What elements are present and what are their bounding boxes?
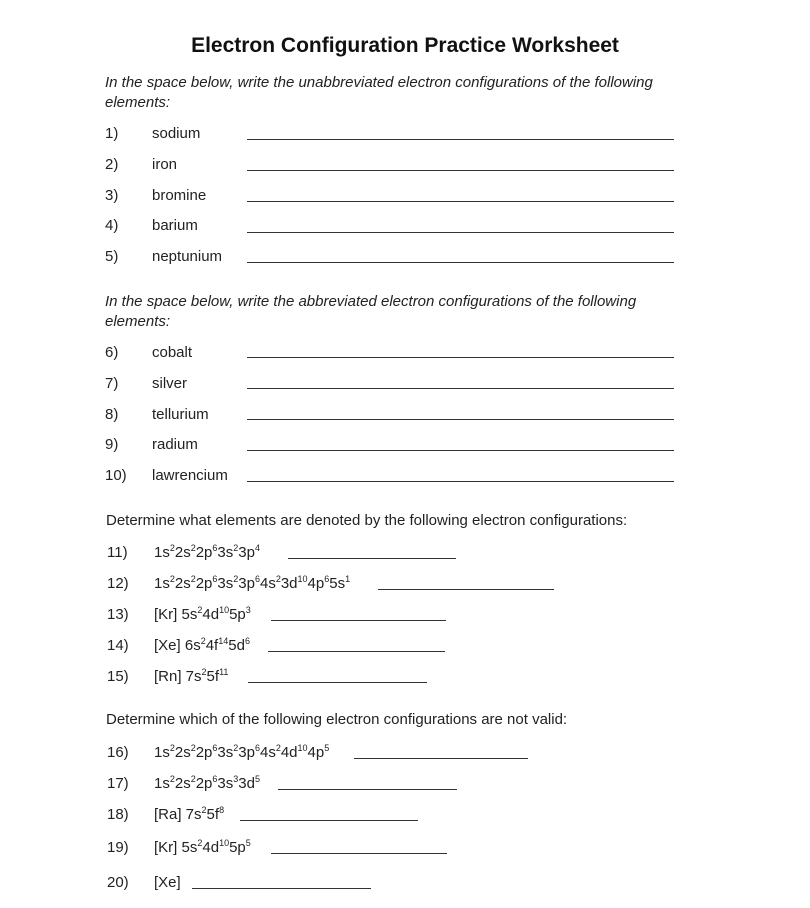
superscript: 5 (324, 743, 330, 753)
answer-line[interactable] (247, 170, 674, 171)
config-text: [Xe] 6s (154, 637, 201, 654)
superscript: 10 (297, 743, 308, 753)
config-text: 5s (329, 575, 346, 592)
config-text: [Xe] (154, 874, 181, 891)
electron-configuration (154, 668, 228, 685)
superscript: 11 (219, 667, 229, 677)
item-number: 10) (105, 467, 127, 484)
config-text: 2p (195, 744, 213, 761)
item-number: 9) (105, 436, 119, 453)
superscript: 2 (275, 743, 281, 753)
superscript: 3 (233, 774, 239, 784)
config-text: 4p (307, 575, 325, 592)
superscript: 10 (297, 574, 308, 584)
element-name: cobalt (152, 344, 193, 361)
item-number: 4) (105, 217, 119, 234)
superscript: 2 (169, 543, 175, 553)
config-text: 4f (205, 637, 219, 654)
config-text: 3d (238, 775, 255, 792)
item-number: 6) (105, 344, 119, 361)
answer-line[interactable] (354, 758, 528, 759)
superscript: 2 (169, 574, 175, 584)
config-text: 2s (174, 575, 191, 592)
electron-configuration (154, 744, 329, 761)
answer-line[interactable] (271, 620, 446, 621)
config-text: [Ra] 7s (154, 806, 202, 823)
config-text: 2p (195, 575, 213, 592)
superscript: 3 (245, 605, 251, 615)
config-text: 3s (217, 744, 234, 761)
config-text: 4d (202, 839, 220, 856)
config-text: 5d (228, 637, 245, 654)
item-number: 3) (105, 187, 119, 204)
superscript: 6 (212, 774, 218, 784)
answer-line[interactable] (248, 682, 427, 683)
item-number: 12) (107, 575, 129, 592)
element-name: sodium (152, 125, 201, 142)
superscript: 6 (212, 743, 218, 753)
section1-instructions: In the space below, write the unabbreviated electron configurations of the following elements: (105, 74, 653, 111)
item-number: 15) (107, 668, 129, 685)
section2-instructions: In the space below, write the abbreviated electron configurations of the following elements: (105, 293, 637, 330)
answer-line[interactable] (278, 789, 457, 790)
superscript: 4 (254, 543, 260, 553)
config-text: [Rn] 7s (154, 668, 202, 685)
electron-configuration (154, 839, 251, 856)
superscript: 2 (190, 774, 196, 784)
element-name: silver (152, 375, 188, 392)
answer-line[interactable] (271, 853, 447, 854)
superscript: 2 (200, 636, 206, 646)
superscript: 5 (254, 774, 260, 784)
superscript: 2 (197, 838, 203, 848)
superscript: 8 (219, 805, 225, 815)
config-text: 3d (280, 575, 298, 592)
answer-line[interactable] (247, 201, 674, 202)
section3-instructions: Determine what elements are denoted by the following electron configurations: (106, 512, 628, 529)
config-text: 4s (259, 575, 276, 592)
config-text: 1s (154, 575, 170, 592)
superscript: 1 (345, 574, 351, 584)
config-text: 5p (229, 839, 246, 856)
superscript: 2 (197, 605, 203, 615)
answer-line[interactable] (247, 481, 674, 482)
element-name: bromine (152, 187, 207, 204)
config-text: 5f (206, 806, 220, 823)
superscript: 2 (233, 743, 239, 753)
config-text: [Kr] 5s (154, 839, 198, 856)
superscript: 6 (212, 574, 218, 584)
superscript: 5 (245, 838, 251, 848)
answer-line[interactable] (192, 888, 371, 889)
element-name: neptunium (152, 248, 223, 265)
element-name: lawrencium (152, 467, 228, 484)
item-number: 16) (107, 744, 129, 761)
superscript: 2 (190, 574, 196, 584)
config-text: 3s (217, 775, 234, 792)
answer-line[interactable] (378, 589, 554, 590)
superscript: 10 (219, 605, 230, 615)
item-number: 1) (105, 125, 119, 142)
superscript: 2 (201, 805, 207, 815)
item-number: 13) (107, 606, 129, 623)
element-name: tellurium (152, 406, 209, 423)
config-text: 1s (154, 744, 170, 761)
section4-instructions: Determine which of the following electron configurations are not valid: (106, 711, 568, 728)
superscript: 2 (201, 667, 207, 677)
superscript: 6 (254, 743, 260, 753)
item-number: 5) (105, 248, 119, 265)
superscript: 6 (244, 636, 250, 646)
item-number: 17) (107, 775, 129, 792)
config-text: 4d (202, 606, 220, 623)
item-number: 18) (107, 806, 129, 823)
electron-configuration (154, 575, 350, 592)
config-text: 2s (174, 544, 191, 561)
answer-line[interactable] (247, 419, 674, 420)
config-text: 3s (217, 575, 234, 592)
worksheet-title: Electron Configuration Practice Worksheet (191, 34, 619, 57)
superscript: 6 (324, 574, 330, 584)
superscript: 2 (169, 774, 175, 784)
answer-line[interactable] (268, 651, 445, 652)
config-text: 4d (280, 744, 298, 761)
electron-configuration (154, 806, 224, 823)
config-text: 1s (154, 775, 170, 792)
config-text: 2s (174, 744, 191, 761)
config-text: 3p (238, 575, 255, 592)
config-text: 3s (217, 544, 234, 561)
superscript: 2 (233, 574, 239, 584)
electron-configuration (154, 775, 260, 792)
item-number: 2) (105, 156, 119, 173)
config-text: 4p (307, 744, 325, 761)
config-text: 3p (238, 544, 255, 561)
superscript: 2 (233, 543, 239, 553)
answer-line[interactable] (247, 388, 674, 389)
superscript: 2 (190, 743, 196, 753)
item-number: 19) (107, 839, 129, 856)
config-text: 3p (238, 744, 255, 761)
config-text: 2p (195, 544, 213, 561)
electron-configuration (154, 637, 250, 654)
element-name: iron (152, 156, 178, 173)
answer-line[interactable] (247, 262, 674, 263)
answer-line[interactable] (247, 139, 674, 140)
item-number: 8) (105, 406, 119, 423)
superscript: 14 (218, 636, 229, 646)
config-text: 4s (259, 744, 276, 761)
answer-line[interactable] (240, 820, 418, 821)
superscript: 10 (219, 838, 230, 848)
config-text: 1s (154, 544, 170, 561)
answer-line[interactable] (247, 450, 674, 451)
item-number: 11) (107, 544, 128, 561)
config-text: 5p (229, 606, 246, 623)
item-number: 7) (105, 375, 119, 392)
superscript: 6 (254, 574, 260, 584)
electron-configuration (154, 544, 260, 561)
config-text: 5f (206, 668, 220, 685)
element-name: barium (152, 217, 198, 234)
answer-line[interactable] (247, 357, 674, 358)
answer-line[interactable] (288, 558, 456, 559)
superscript: 2 (275, 574, 281, 584)
electron-configuration (154, 606, 251, 623)
superscript: 2 (169, 743, 175, 753)
config-text: 2p (195, 775, 213, 792)
element-name: radium (152, 436, 198, 453)
answer-line[interactable] (247, 232, 674, 233)
item-number: 20) (107, 874, 129, 891)
config-text: 2s (174, 775, 191, 792)
electron-configuration (154, 874, 181, 891)
config-text: [Kr] 5s (154, 606, 198, 623)
superscript: 2 (190, 543, 196, 553)
superscript: 6 (212, 543, 218, 553)
item-number: 14) (107, 637, 129, 654)
